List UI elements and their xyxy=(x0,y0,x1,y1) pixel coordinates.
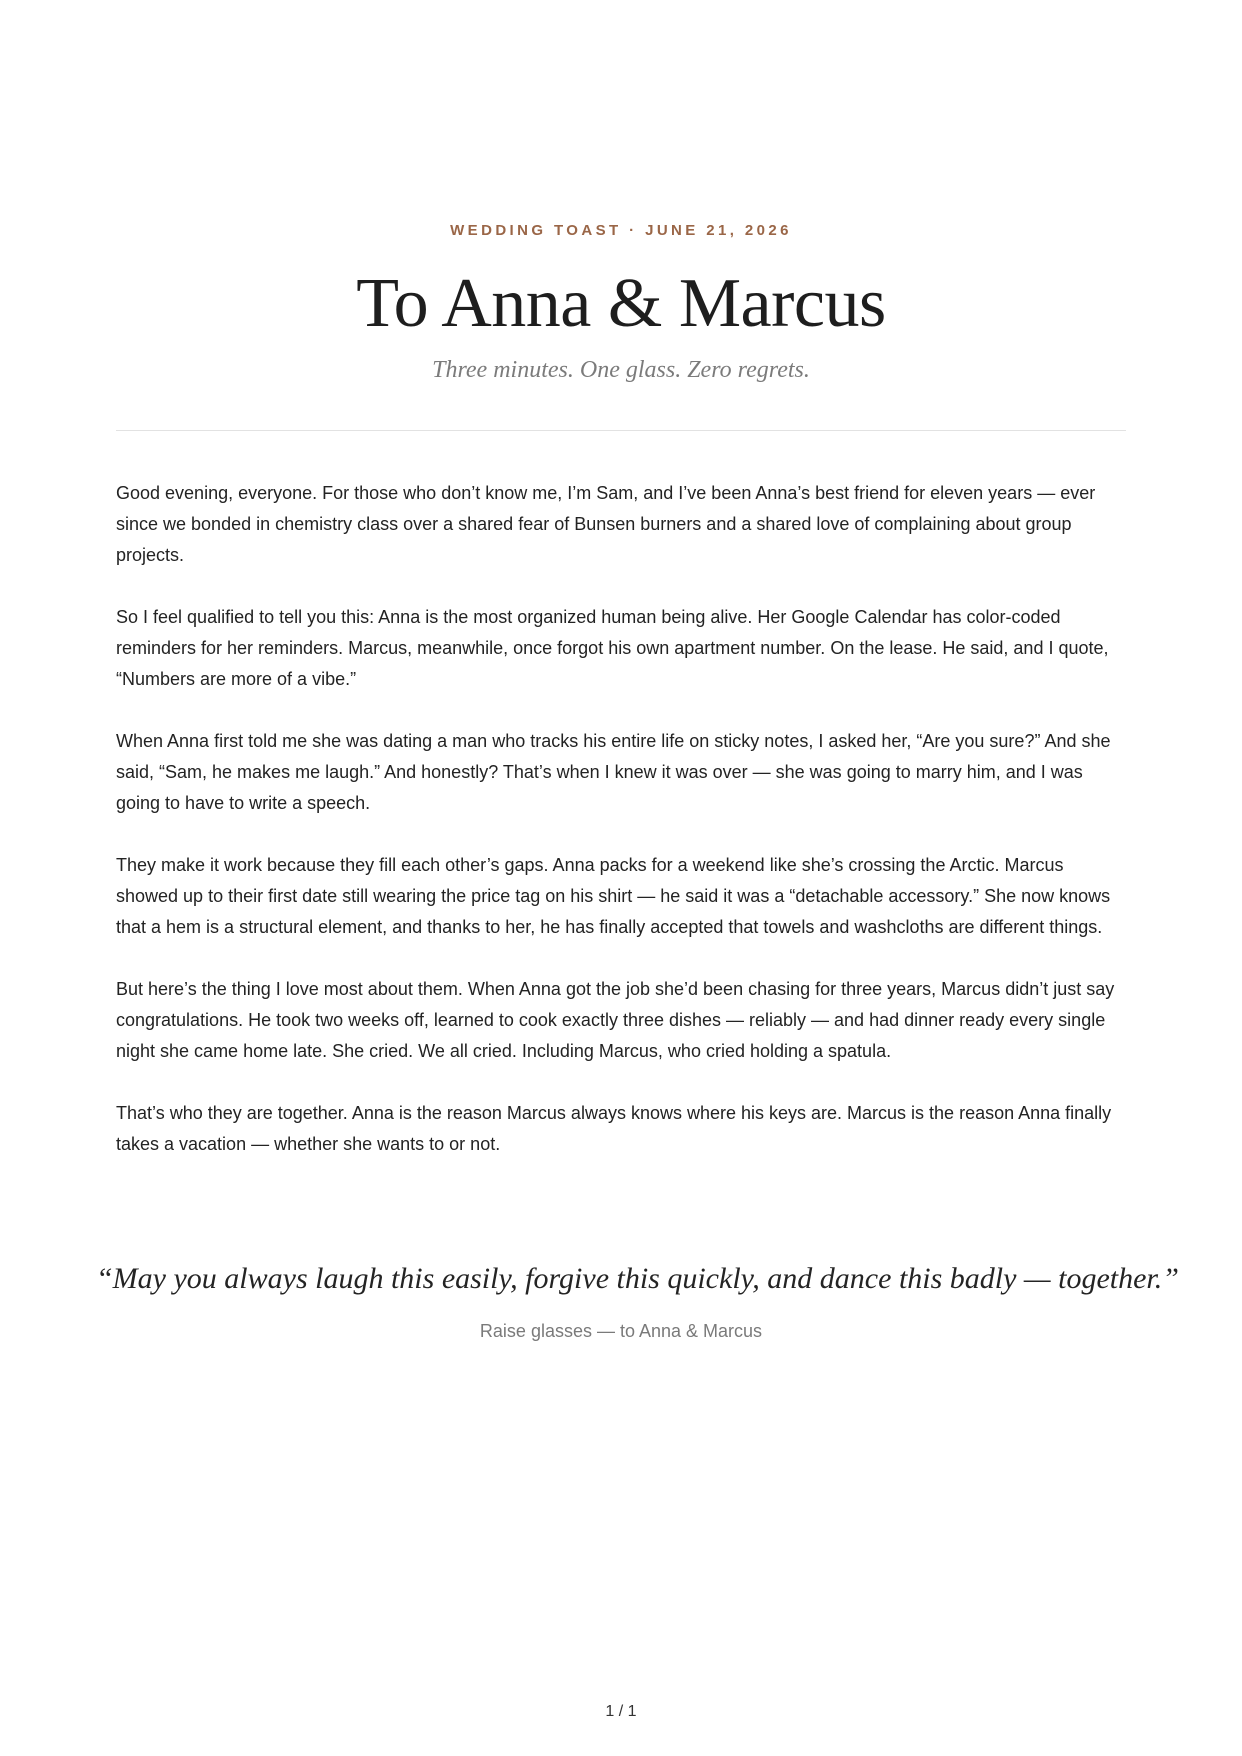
paragraph: So I feel qualified to tell you this: Anna is the most organized human being alive. Her Google Calendar has color-coded reminders for her reminders. Marcus, meanwhile, once forgot his own apartment number. On the lease. He said, and I quote, “Numbers are more of a vibe.” xyxy=(116,607,1109,689)
closing-quote: “May you always laugh this easily, forgive this quickly, and dance this badly — together.” xyxy=(96,1262,1179,1295)
page-number: 1 / 1 xyxy=(605,1703,637,1720)
paragraph: When Anna first told me she was dating a man who tracks his entire life on sticky notes, I asked her, “Are you sure?” And she said, “Sam, he makes me laugh.” And honestly? That’s when I knew it was over — she was going to marry him, and I was going to have to write a speech. xyxy=(116,731,1111,813)
paragraph: That’s who they are together. Anna is the reason Marcus always knows where his keys are. Marcus is the reason Anna finally takes a vacation — whether she wants to or not. xyxy=(116,1103,1112,1154)
raise-glasses-line: Raise glasses — to Anna & Marcus xyxy=(479,1321,763,1341)
paragraph: Good evening, everyone. For those who don’t know me, I’m Sam, and I’ve been Anna’s best friend for eleven years — ever since we bonded in chemistry class over a shared fear of Bunsen burners and a shared love of complaining about group projects. xyxy=(116,483,1096,565)
paragraph: They make it work because they fill each other’s gaps. Anna packs for a weekend like she’s crossing the Arctic. Marcus showed up to their first date still wearing the price tag on his shirt — he said it was a “detachable accessory.” She now knows that a hem is a structural element, and thanks to her, he has finally accepted that towels and washcloths are different things. xyxy=(116,855,1111,937)
paragraph: But here’s the thing I love most about them. When Anna got the job she’d been chasing for three years, Marcus didn’t just say congratulations. He took two weeks off, learned to cook exactly three dishes — reliably — and had dinner ready every single night she came home late. She cried. We all cried. Including Marcus, who cried holding a spatula. xyxy=(116,979,1115,1061)
toast-body xyxy=(116,478,1126,1191)
eyebrow-label: WEDDING TOAST · JUNE 21, 2026 xyxy=(450,222,792,239)
divider xyxy=(116,430,1126,431)
page-title: To Anna & Marcus xyxy=(356,265,886,342)
subtitle: Three minutes. One glass. Zero regrets. xyxy=(432,357,810,383)
